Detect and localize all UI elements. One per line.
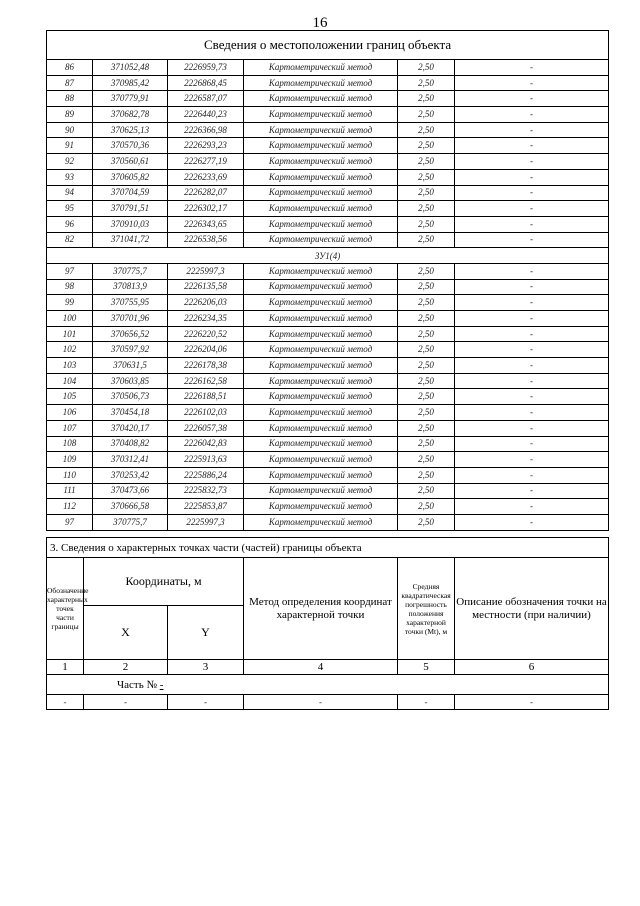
description-cell: -: [455, 107, 609, 123]
x-coordinate-cell: 370603,85: [93, 373, 168, 389]
point-number-cell: 96: [47, 216, 93, 232]
point-number-cell: 95: [47, 201, 93, 217]
precision-cell: 2,50: [398, 138, 455, 154]
table-row: [47, 326, 609, 342]
method-cell: Картометрический метод: [244, 107, 398, 123]
y-coordinate-cell: 2226366,98: [168, 122, 244, 138]
point-number-cell: 88: [47, 91, 93, 107]
table-row: [47, 138, 609, 154]
point-number-cell: 86: [47, 60, 93, 76]
boundary-coordinates-table: [46, 30, 609, 531]
x-coordinate-cell: 370506,73: [93, 389, 168, 405]
precision-cell: 2,50: [398, 169, 455, 185]
point-number-cell: 110: [47, 467, 93, 483]
y-coordinate-cell: 2226302,17: [168, 201, 244, 217]
col-number: 5: [398, 660, 455, 675]
method-cell: Картометрический метод: [244, 326, 398, 342]
table-row: [47, 169, 609, 185]
point-number-cell: 100: [47, 311, 93, 327]
description-cell: -: [455, 91, 609, 107]
method-cell: Картометрический метод: [244, 169, 398, 185]
method-cell: Картометрический метод: [244, 232, 398, 248]
description-cell: -: [455, 60, 609, 76]
precision-cell: 2,50: [398, 216, 455, 232]
precision-cell: 2,50: [398, 185, 455, 201]
method-cell: Картометрический метод: [244, 436, 398, 452]
y-coordinate-cell: 2226587,07: [168, 91, 244, 107]
description-cell: -: [455, 405, 609, 421]
method-cell: Картометрический метод: [244, 358, 398, 374]
x-coordinate-cell: 370791,51: [93, 201, 168, 217]
point-number-cell: 99: [47, 295, 93, 311]
empty-cell: -: [84, 695, 168, 710]
method-cell: Картометрический метод: [244, 279, 398, 295]
method-cell: Картометрический метод: [244, 452, 398, 468]
y-coordinate-cell: 2226057,38: [168, 420, 244, 436]
point-number-cell: 106: [47, 405, 93, 421]
y-coordinate-cell: 2226220,52: [168, 326, 244, 342]
x-coordinate-cell: 370656,52: [93, 326, 168, 342]
method-cell: Картометрический метод: [244, 467, 398, 483]
method-cell: Картометрический метод: [244, 216, 398, 232]
precision-cell: 2,50: [398, 452, 455, 468]
table-row: [47, 107, 609, 123]
description-cell: -: [455, 420, 609, 436]
subsection-row: [47, 248, 609, 264]
method-cell: Картометрический метод: [244, 373, 398, 389]
x-coordinate-cell: 370473,66: [93, 483, 168, 499]
precision-cell: 2,50: [398, 405, 455, 421]
description-cell: -: [455, 342, 609, 358]
subsection-label: ЗУ1(4): [47, 248, 609, 264]
y-coordinate-cell: 2226162,58: [168, 373, 244, 389]
method-cell: Картометрический метод: [244, 311, 398, 327]
method-cell: Картометрический метод: [244, 263, 398, 279]
y-coordinate-cell: 2225997,3: [168, 514, 244, 530]
precision-cell: 2,50: [398, 154, 455, 170]
table-row: [47, 389, 609, 405]
point-number-cell: 102: [47, 342, 93, 358]
table-row: [47, 514, 609, 530]
method-cell: Картометрический метод: [244, 342, 398, 358]
empty-cell: -: [455, 695, 609, 710]
precision-cell: 2,50: [398, 326, 455, 342]
x-coordinate-cell: 370253,42: [93, 467, 168, 483]
description-cell: -: [455, 326, 609, 342]
table-row: [47, 342, 609, 358]
col-number: 6: [455, 660, 609, 675]
col-point-header: Обозначение характерных точек части границы: [47, 558, 84, 660]
method-cell: Картометрический метод: [244, 154, 398, 170]
precision-cell: 2,50: [398, 295, 455, 311]
table-row: [47, 91, 609, 107]
description-cell: -: [455, 514, 609, 530]
part-label-row: [47, 675, 609, 695]
page-number: 16: [312, 15, 328, 31]
description-cell: -: [455, 452, 609, 468]
table-row: [47, 499, 609, 515]
description-cell: -: [455, 295, 609, 311]
x-coordinate-cell: 370704,59: [93, 185, 168, 201]
y-coordinate-cell: 2226178,38: [168, 358, 244, 374]
x-coordinate-cell: 370779,91: [93, 91, 168, 107]
precision-cell: 2,50: [398, 358, 455, 374]
precision-cell: 2,50: [398, 263, 455, 279]
precision-cell: 2,50: [398, 60, 455, 76]
y-coordinate-cell: 2225832,73: [168, 483, 244, 499]
x-coordinate-cell: 370701,96: [93, 311, 168, 327]
description-cell: -: [455, 436, 609, 452]
description-cell: -: [455, 358, 609, 374]
y-coordinate-cell: 2226188,51: [168, 389, 244, 405]
method-cell: Картометрический метод: [244, 514, 398, 530]
x-coordinate-cell: 370666,58: [93, 499, 168, 515]
table-row: [47, 216, 609, 232]
x-coordinate-cell: 370420,17: [93, 420, 168, 436]
table-row: [47, 60, 609, 76]
method-cell: Картометрический метод: [244, 483, 398, 499]
method-cell: Картометрический метод: [244, 185, 398, 201]
precision-cell: 2,50: [398, 122, 455, 138]
col-x-header: X: [84, 606, 168, 660]
precision-cell: 2,50: [398, 311, 455, 327]
description-cell: -: [455, 279, 609, 295]
x-coordinate-cell: 370682,78: [93, 107, 168, 123]
method-cell: Картометрический метод: [244, 295, 398, 311]
x-coordinate-cell: 371052,48: [93, 60, 168, 76]
empty-cell: -: [244, 695, 398, 710]
point-number-cell: 98: [47, 279, 93, 295]
point-number-cell: 92: [47, 154, 93, 170]
precision-cell: 2,50: [398, 279, 455, 295]
table-row: [47, 185, 609, 201]
point-number-cell: 109: [47, 452, 93, 468]
point-number-cell: 108: [47, 436, 93, 452]
table-row: [47, 232, 609, 248]
y-coordinate-cell: 2226204,06: [168, 342, 244, 358]
table-row: [47, 358, 609, 374]
x-coordinate-cell: 370775,7: [93, 263, 168, 279]
precision-cell: 2,50: [398, 483, 455, 499]
y-coordinate-cell: 2226282,07: [168, 185, 244, 201]
table-row: [47, 122, 609, 138]
point-number-cell: 94: [47, 185, 93, 201]
method-cell: Картометрический метод: [244, 389, 398, 405]
description-cell: -: [455, 311, 609, 327]
precision-cell: 2,50: [398, 499, 455, 515]
table-row: [47, 154, 609, 170]
table-row: [47, 373, 609, 389]
y-coordinate-cell: 2225886,24: [168, 467, 244, 483]
table-row: [47, 311, 609, 327]
description-cell: -: [455, 169, 609, 185]
y-coordinate-cell: 2226102,03: [168, 405, 244, 421]
col-precision-header: Средняя квадратическая погрешность положения характерной точки (Mt), м: [398, 558, 455, 660]
description-cell: -: [455, 122, 609, 138]
table-row: [47, 436, 609, 452]
x-coordinate-cell: 370408,82: [93, 436, 168, 452]
description-cell: -: [455, 138, 609, 154]
method-cell: Картометрический метод: [244, 122, 398, 138]
point-number-cell: 105: [47, 389, 93, 405]
y-coordinate-cell: 2225853,87: [168, 499, 244, 515]
x-coordinate-cell: 370605,82: [93, 169, 168, 185]
description-cell: -: [455, 467, 609, 483]
description-cell: -: [455, 263, 609, 279]
y-coordinate-cell: 2226042,83: [168, 436, 244, 452]
point-number-cell: 97: [47, 514, 93, 530]
table-row: [47, 295, 609, 311]
point-number-cell: 112: [47, 499, 93, 515]
precision-cell: 2,50: [398, 91, 455, 107]
description-cell: -: [455, 185, 609, 201]
table-row: [47, 467, 609, 483]
precision-cell: 2,50: [398, 201, 455, 217]
y-coordinate-cell: 2226538,56: [168, 232, 244, 248]
x-coordinate-cell: 370775,7: [93, 514, 168, 530]
part-value: -: [159, 678, 164, 691]
point-number-cell: 87: [47, 75, 93, 91]
point-number-cell: 91: [47, 138, 93, 154]
y-coordinate-cell: 2226868,45: [168, 75, 244, 91]
table-row: [47, 405, 609, 421]
y-coordinate-cell: 2226233,69: [168, 169, 244, 185]
precision-cell: 2,50: [398, 514, 455, 530]
y-coordinate-cell: 2226206,03: [168, 295, 244, 311]
y-coordinate-cell: 2226343,65: [168, 216, 244, 232]
y-coordinate-cell: 2226277,19: [168, 154, 244, 170]
description-cell: -: [455, 75, 609, 91]
section-header: Сведения о местоположении границ объекта: [47, 31, 609, 60]
x-coordinate-cell: 371041,72: [93, 232, 168, 248]
description-cell: -: [455, 389, 609, 405]
point-number-cell: 103: [47, 358, 93, 374]
col-y-header: Y: [168, 606, 244, 660]
col-description-header: Описание обозначения точки на местности (при наличии): [455, 558, 609, 660]
method-cell: Картометрический метод: [244, 138, 398, 154]
part-label: Часть №: [117, 678, 157, 691]
table-row: [47, 263, 609, 279]
x-coordinate-cell: 370560,61: [93, 154, 168, 170]
x-coordinate-cell: 370755,95: [93, 295, 168, 311]
x-coordinate-cell: 370570,36: [93, 138, 168, 154]
method-cell: Картометрический метод: [244, 420, 398, 436]
x-coordinate-cell: 370597,92: [93, 342, 168, 358]
point-number-cell: 89: [47, 107, 93, 123]
point-number-cell: 82: [47, 232, 93, 248]
x-coordinate-cell: 370813,9: [93, 279, 168, 295]
col-coords-header: Координаты, м: [84, 558, 244, 606]
x-coordinate-cell: 370312,41: [93, 452, 168, 468]
precision-cell: 2,50: [398, 467, 455, 483]
precision-cell: 2,50: [398, 389, 455, 405]
x-coordinate-cell: 370454,18: [93, 405, 168, 421]
col-number: 3: [168, 660, 244, 675]
method-cell: Картометрический метод: [244, 405, 398, 421]
y-coordinate-cell: 2226959,73: [168, 60, 244, 76]
point-number-cell: 97: [47, 263, 93, 279]
method-cell: Картометрический метод: [244, 499, 398, 515]
method-cell: Картометрический метод: [244, 75, 398, 91]
table-row: [47, 420, 609, 436]
y-coordinate-cell: 2226440,23: [168, 107, 244, 123]
point-number-cell: 107: [47, 420, 93, 436]
description-cell: -: [455, 499, 609, 515]
empty-cell: -: [47, 695, 84, 710]
precision-cell: 2,50: [398, 232, 455, 248]
table-row: [47, 452, 609, 468]
y-coordinate-cell: 2226135,58: [168, 279, 244, 295]
description-cell: -: [455, 232, 609, 248]
y-coordinate-cell: 2225997,3: [168, 263, 244, 279]
precision-cell: 2,50: [398, 75, 455, 91]
precision-cell: 2,50: [398, 107, 455, 123]
point-number-cell: 104: [47, 373, 93, 389]
method-cell: Картометрический метод: [244, 201, 398, 217]
precision-cell: 2,50: [398, 342, 455, 358]
precision-cell: 2,50: [398, 373, 455, 389]
x-coordinate-cell: 370910,03: [93, 216, 168, 232]
method-cell: Картометрический метод: [244, 91, 398, 107]
point-number-cell: 93: [47, 169, 93, 185]
section-3-title: 3. Сведения о характерных точках части (частей) границы объекта: [47, 538, 609, 558]
part-points-table: [46, 537, 609, 710]
description-cell: -: [455, 483, 609, 499]
description-cell: -: [455, 216, 609, 232]
method-cell: Картометрический метод: [244, 60, 398, 76]
point-number-cell: 101: [47, 326, 93, 342]
description-cell: -: [455, 154, 609, 170]
col-number: 2: [84, 660, 168, 675]
table-row: [47, 75, 609, 91]
table-row: [47, 483, 609, 499]
description-cell: -: [455, 201, 609, 217]
y-coordinate-cell: 2226234,35: [168, 311, 244, 327]
col-number: 1: [47, 660, 84, 675]
point-number-cell: 111: [47, 483, 93, 499]
table-row: [47, 279, 609, 295]
empty-cell: -: [398, 695, 455, 710]
y-coordinate-cell: 2226293,23: [168, 138, 244, 154]
description-cell: -: [455, 373, 609, 389]
precision-cell: 2,50: [398, 420, 455, 436]
precision-cell: 2,50: [398, 436, 455, 452]
x-coordinate-cell: 370631,5: [93, 358, 168, 374]
x-coordinate-cell: 370985,42: [93, 75, 168, 91]
col-number: 4: [244, 660, 398, 675]
point-number-cell: 90: [47, 122, 93, 138]
y-coordinate-cell: 2225913,63: [168, 452, 244, 468]
col-method-header: Метод определения координат характерной точки: [244, 558, 398, 660]
x-coordinate-cell: 370625,13: [93, 122, 168, 138]
table-row: [47, 201, 609, 217]
empty-cell: -: [168, 695, 244, 710]
